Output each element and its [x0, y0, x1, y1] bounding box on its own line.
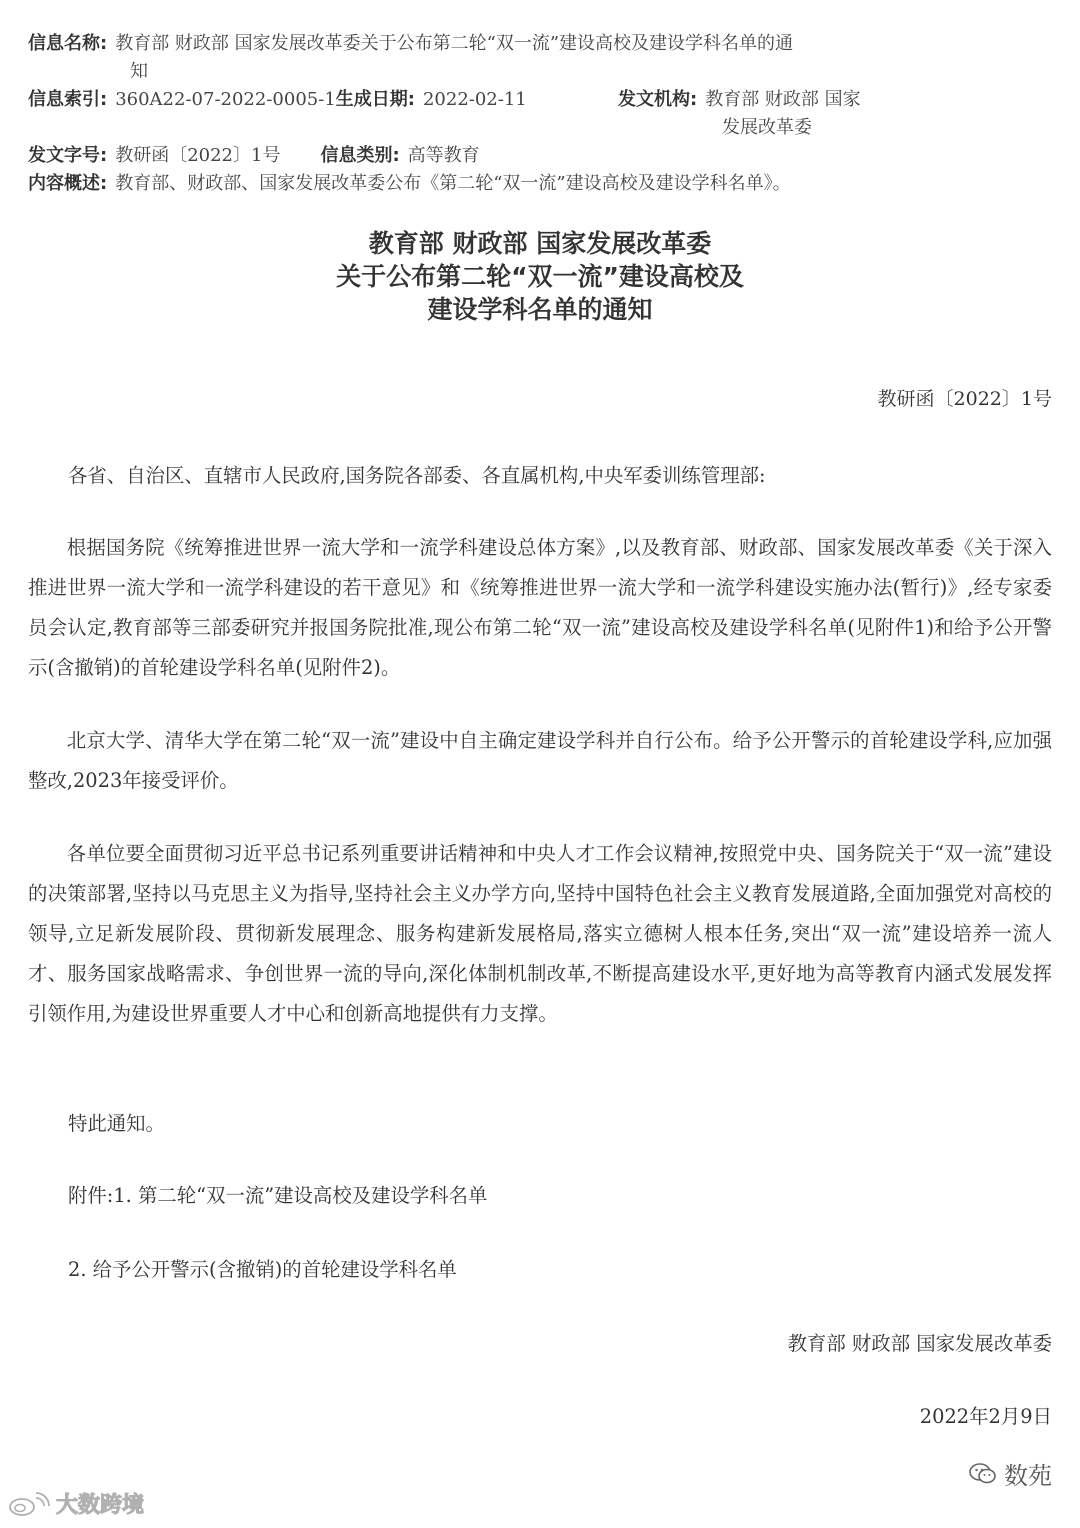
meta-name-value-cont: 知: [130, 61, 148, 82]
doc-title-line3: 建设学科名单的通知: [427, 295, 653, 324]
wechat-icon: [968, 1461, 998, 1487]
body-paragraph-3: 各单位要全面贯彻习近平总书记系列重要讲话精神和中央人才工作会议精神,按照党中央、国务院关于“双一流”建设的决策部署,坚持以马克思主义为指导,坚持社会主义办学方向,坚持中国特色社会主义教育发展道路,全面加强党对高校的领导,立足新发展阶段、贯彻新发展理念、服务构建新发展格局,落实立德树人根本任务,突出“双一流”建设培养一流人才、服务国家战略需求、争创世界一流的导向,深化体制机制改革,不断提高建设水平,更好地为高等教育内涵式发展发挥引领作用,为建设世界重要人才中心和创新高地提供有力支撑。: [28, 842, 1052, 1025]
doc-title-line2: 关于公布第二轮“双一流”建设高校及: [336, 262, 744, 291]
watermark-right-text: 数苑: [1004, 1462, 1052, 1490]
watermark-left-text: 大数跨境: [56, 1493, 145, 1518]
attachment-item-2: 2. 给予公开警示(含撤销)的首轮建设学科名单: [68, 1258, 457, 1281]
meta-docnum-label: 发文字号:: [28, 145, 108, 166]
doc-date: 2022年2月9日: [919, 1405, 1052, 1428]
meta-org-value: 教育部 财政部 国家: [705, 89, 861, 110]
meta-summary-value: 教育部、财政部、国家发展改革委公布《第二轮“双一流”建设高校及建设学科名单》。: [115, 173, 791, 194]
salutation: 各省、自治区、直辖市人民政府,国务院各部委、各直属机构,中央军委训练管理部:: [68, 464, 766, 487]
meta-index-label: 信息索引:: [28, 89, 108, 110]
meta-date-value: 2022-02-11: [422, 89, 527, 110]
body-paragraph-2: 北京大学、清华大学在第二轮“双一流”建设中自主确定建设学科并自行公布。给予公开警示的首轮建设学科,应加强整改,2023年接受评价。: [28, 729, 1052, 792]
meta-docnum-value: 教研函〔2022〕1号: [115, 145, 281, 166]
meta-org-row: [618, 86, 861, 114]
doc-title-line1: 教育部 财政部 国家发展改革委: [368, 229, 712, 258]
meta-name-label: 信息名称:: [28, 33, 108, 54]
attachment-item-1: 附件:1. 第二轮“双一流”建设高校及建设学科名单: [68, 1184, 488, 1207]
weibo-icon: [8, 1490, 50, 1518]
meta-org-value-cont: 发展改革委: [722, 117, 812, 138]
meta-summary-label: 内容概述:: [28, 173, 108, 194]
meta-date-label: 生成日期:: [335, 89, 415, 110]
closing-text: 特此通知。: [68, 1112, 165, 1135]
body-paragraph-1: 根据国务院《统筹推进世界一流大学和一流学科建设总体方案》,以及教育部、财政部、国家发展改革委《关于深入推进世界一流大学和一流学科建设的若干意见》和《统筹推进世界一流大学和一流学科建设实施办法(暂行)》,经专家委员会认定,教育部等三部委研究并报国务院批准,现公布第二轮“双一流”建设高校及建设学科名单(见附件1)和给予公开警示(含撤销)的首轮建设学科名单(见附件2)。: [28, 536, 1052, 679]
watermark-left: [8, 1488, 144, 1519]
meta-index-row: [28, 86, 527, 114]
meta-index-value: 360A22-07-2022-0005-1: [115, 89, 336, 110]
meta-docnum-row: [28, 142, 480, 170]
meta-name-row: [28, 30, 793, 58]
doc-number: 教研函〔2022〕1号: [877, 388, 1052, 410]
meta-org-label: 发文机构:: [618, 89, 698, 110]
meta-summary-row: [28, 170, 791, 198]
meta-name-value: 教育部 财政部 国家发展改革委关于公布第二轮“双一流”建设高校及建设学科名单的通: [115, 33, 794, 54]
signature: 教育部 财政部 国家发展改革委: [787, 1332, 1052, 1355]
watermark-right: [968, 1456, 1052, 1491]
meta-category-label: 信息类别:: [320, 145, 400, 166]
meta-category-value: 高等教育: [407, 145, 480, 166]
